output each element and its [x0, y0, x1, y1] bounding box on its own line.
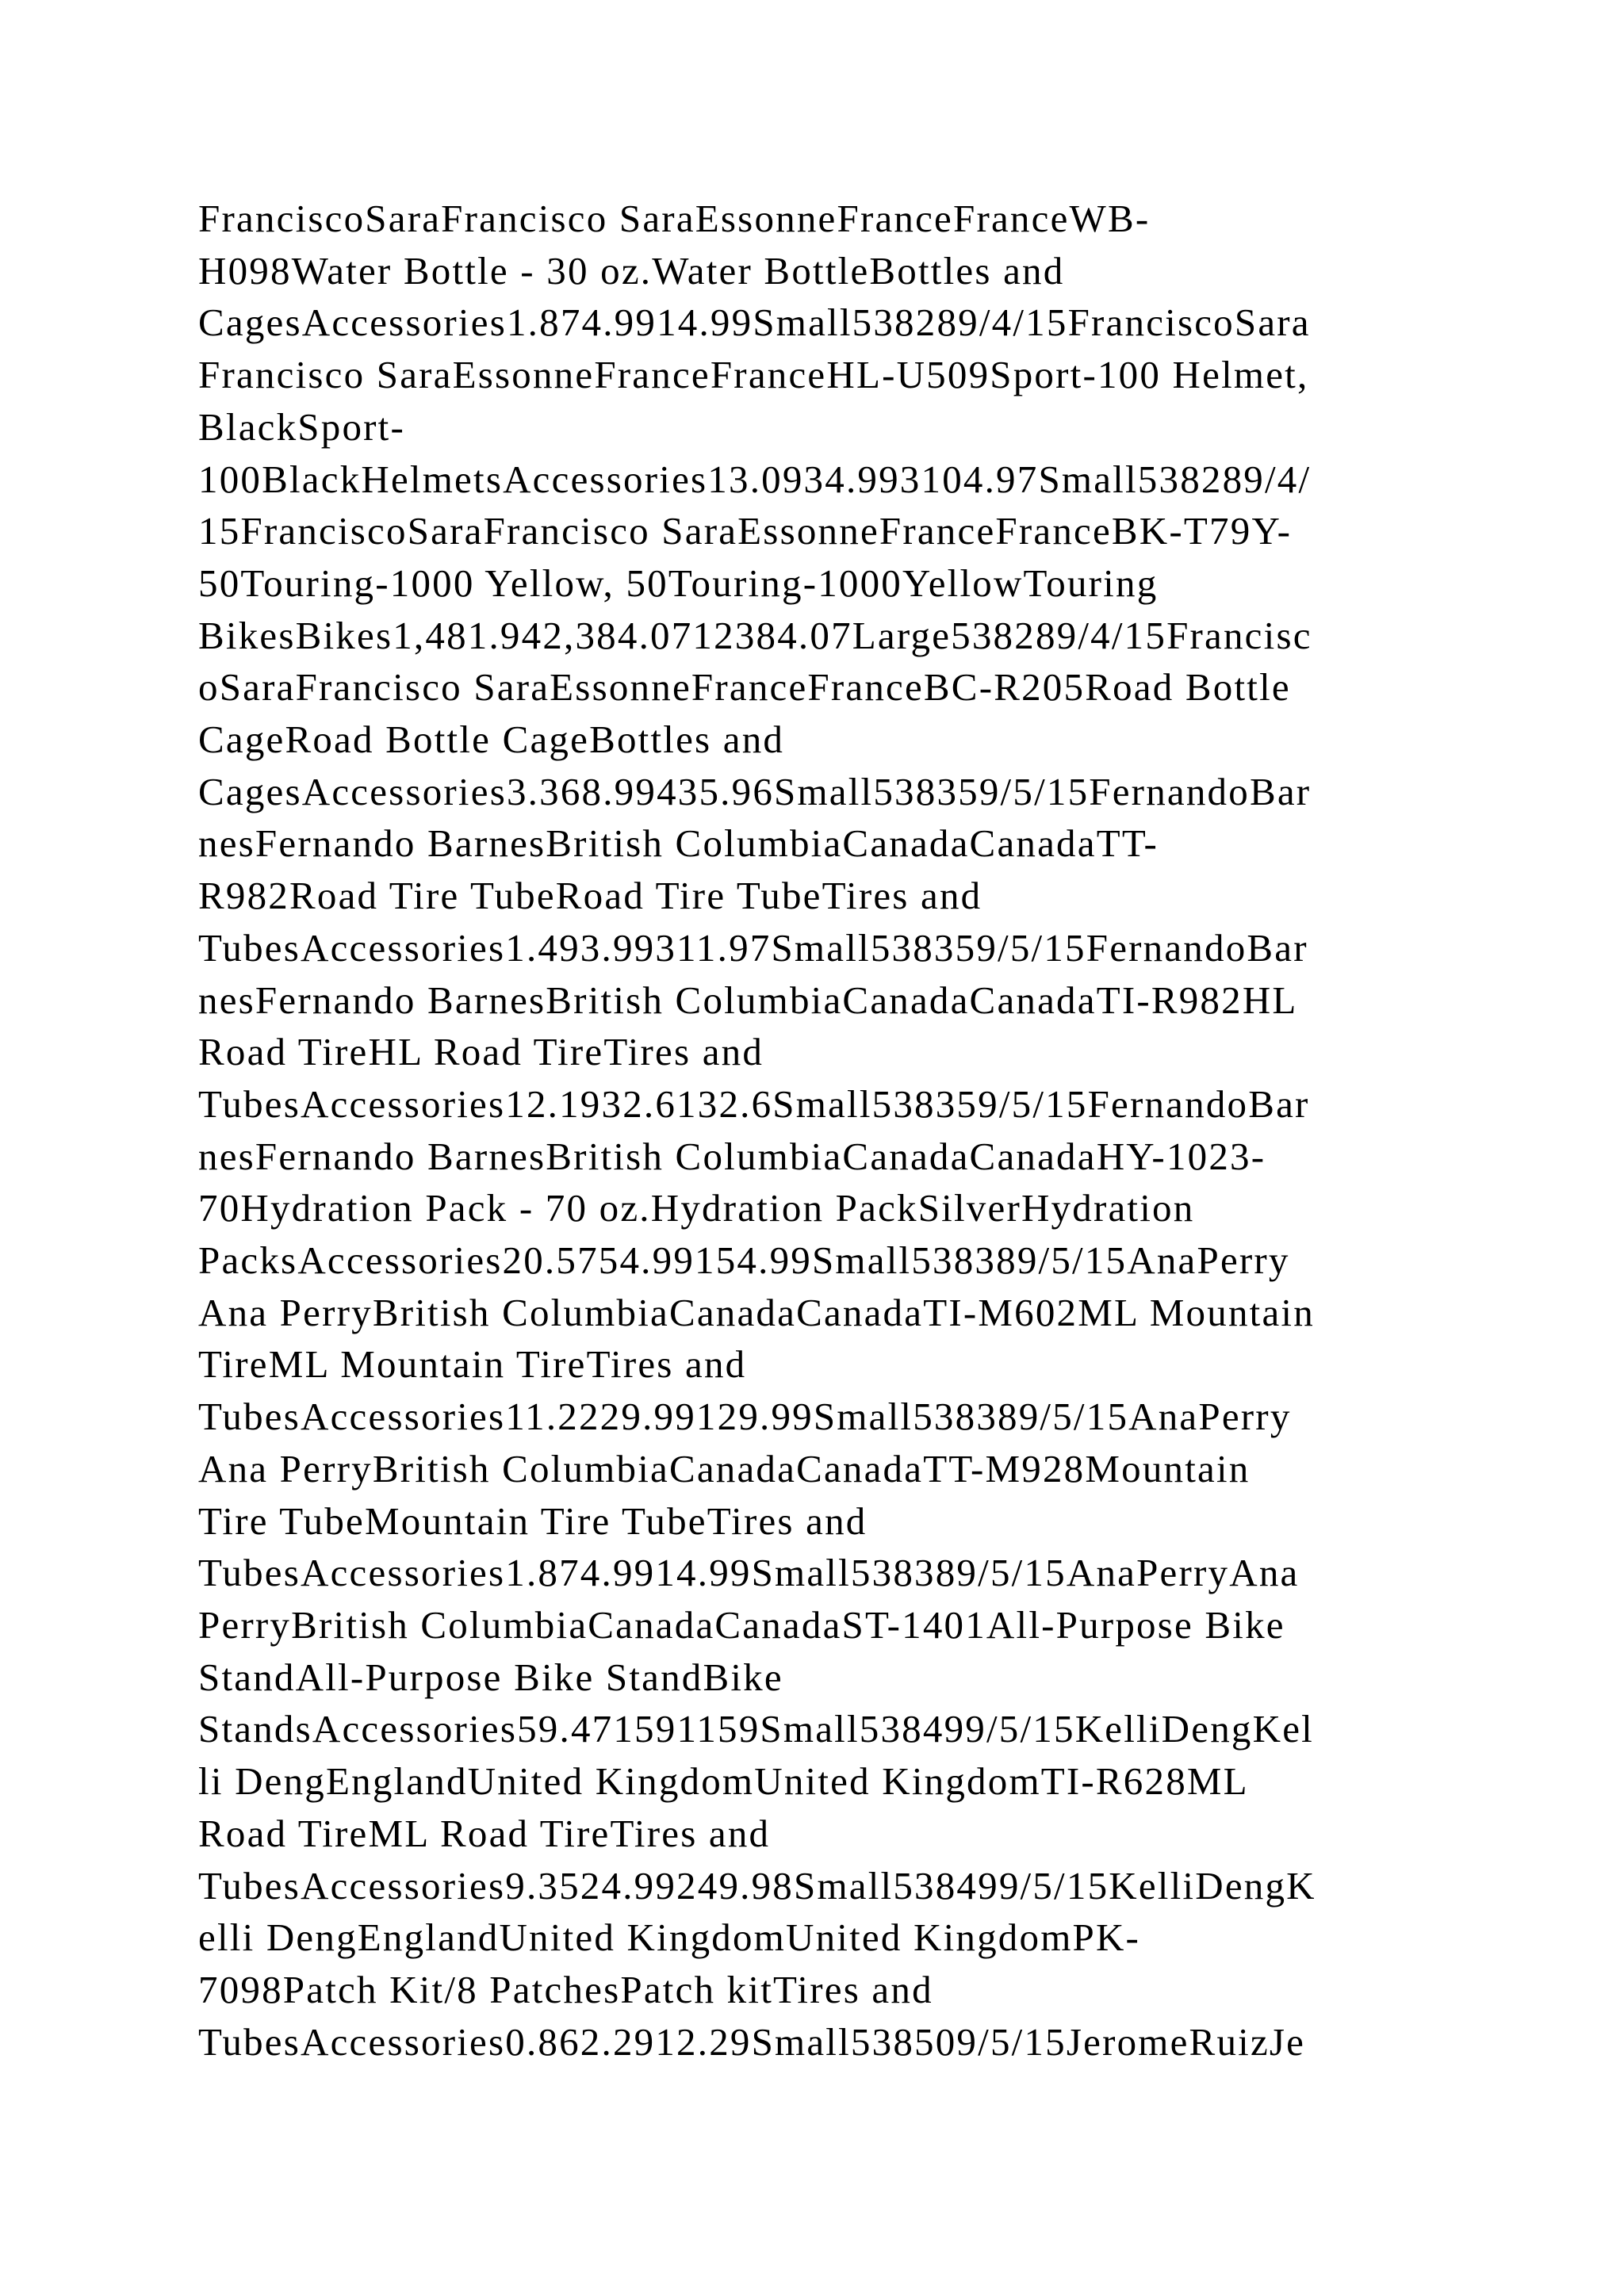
text-line: H098Water Bottle - 30 oz.Water BottleBottles and	[198, 248, 1065, 293]
document-text	[198, 193, 1467, 2068]
text-line: oSaraFrancisco SaraEssonneFranceFranceBC-R205Road Bottle	[198, 665, 1291, 710]
text-line: CagesAccessories1.874.9914.99Small538289/4/15FranciscoSara	[198, 300, 1311, 345]
text-line: Tire TubeMountain Tire TubeTires and	[198, 1498, 868, 1543]
text-line: PacksAccessories20.5754.99154.99Small538389/5/15AnaPerry	[198, 1238, 1290, 1283]
text-line: 15FranciscoSaraFrancisco SaraEssonneFranceFranceBK-T79Y-	[198, 509, 1293, 553]
text-line: BikesBikes1,481.942,384.0712384.07Large538289/4/15Francisc	[198, 613, 1312, 657]
text-line: TubesAccessories12.1932.6132.6Small538359/5/15FernandoBar	[198, 1081, 1310, 1126]
text-line: TubesAccessories11.2229.99129.99Small538389/5/15AnaPerry	[198, 1395, 1292, 1439]
text-line: nesFernando BarnesBritish ColumbiaCanadaCanadaHY-1023-	[198, 1134, 1266, 1178]
text-line: Road TireHL Road TireTires and	[198, 1030, 764, 1074]
text-line: TubesAccessories0.862.2912.29Small538509/5/15JeromeRuizJe	[198, 2019, 1306, 2064]
text-line: CageRoad Bottle CageBottles and	[198, 718, 785, 762]
text-line: Ana PerryBritish ColumbiaCanadaCanadaTT-M928Mountain	[198, 1446, 1251, 1490]
text-line: TubesAccessories1.493.99311.97Small538359/5/15FernandoBar	[198, 925, 1308, 970]
text-line: StandAll-Purpose Bike StandBike	[198, 1655, 783, 1699]
text-line: Road TireML Road TireTires and	[198, 1811, 771, 1855]
text-line: 50Touring-1000 Yellow, 50Touring-1000YellowTouring	[198, 561, 1159, 605]
text-line: TireML Mountain TireTires and	[198, 1342, 747, 1387]
text-line: BlackSport-	[198, 404, 405, 449]
text-line: TubesAccessories9.3524.99249.98Small538499/5/15KelliDengK	[198, 1863, 1316, 1908]
text-line: CagesAccessories3.368.99435.96Small538359/5/15FernandoBar	[198, 769, 1312, 813]
text-line: PerryBritish ColumbiaCanadaCanadaST-1401All-Purpose Bike	[198, 1602, 1285, 1647]
text-line: 7098Patch Kit/8 PatchesPatch kitTires and	[198, 1967, 933, 2011]
text-line: elli DengEnglandUnited KingdomUnited KingdomPK-	[198, 1915, 1141, 1960]
text-line: TubesAccessories1.874.9914.99Small538389/5/15AnaPerryAna	[198, 1551, 1300, 1595]
text-line: FranciscoSaraFrancisco SaraEssonneFranceFranceWB-	[198, 197, 1151, 240]
text-line: 70Hydration Pack - 70 oz.Hydration PackSilverHydration	[198, 1186, 1195, 1230]
text-line: nesFernando BarnesBritish ColumbiaCanadaCanadaTI-R982HL	[198, 978, 1298, 1022]
text-line: Francisco SaraEssonneFranceFranceHL-U509Sport-100 Helmet,	[198, 353, 1309, 397]
text-line: 100BlackHelmetsAccessories13.0934.993104.97Small538289/4/	[198, 457, 1312, 501]
text-line: R982Road Tire TubeRoad Tire TubeTires and	[198, 874, 982, 918]
text-line: StandsAccessories59.471591159Small538499/5/15KelliDengKel	[198, 1707, 1314, 1751]
text-line: nesFernando BarnesBritish ColumbiaCanadaCanadaTT-	[198, 821, 1159, 866]
text-line: Ana PerryBritish ColumbiaCanadaCanadaTI-M602ML Mountain	[198, 1290, 1315, 1334]
text-line: li DengEnglandUnited KingdomUnited KingdomTI-R628ML	[198, 1759, 1249, 1804]
